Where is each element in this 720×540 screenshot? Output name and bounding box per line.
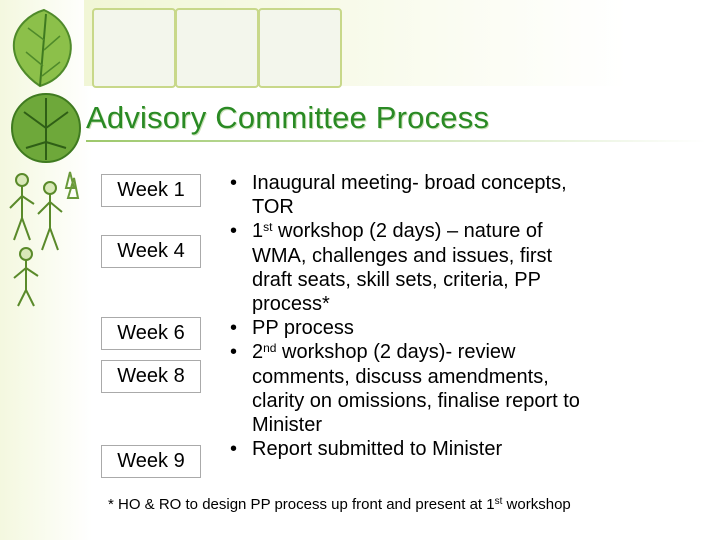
bullet-line: • 2nd workshop (2 days)- review <box>252 341 516 364</box>
bullet-item <box>221 340 691 437</box>
bullet-list <box>221 171 691 461</box>
week-label: Week 8 <box>101 360 201 393</box>
bullet-line: draft seats, skill sets, criteria, PP <box>252 268 541 291</box>
bullet-item <box>221 316 691 340</box>
footnote: * HO & RO to design PP process up front and present at 1st workshop <box>108 496 571 513</box>
leaf-icon <box>6 6 82 88</box>
bullet-line: Minister <box>252 414 323 437</box>
bullet-line: • PP process <box>252 317 354 340</box>
header-photo <box>258 8 342 88</box>
bullet-line: • 1st workshop (2 days) – nature of <box>252 220 543 243</box>
bullet-line: comments, discuss amendments, <box>252 365 549 388</box>
title-underline <box>86 140 706 142</box>
tree-leaf-icon <box>6 88 86 168</box>
bullet-line: process* <box>252 293 330 316</box>
bullet-item <box>221 171 691 219</box>
bullet-line: • Report submitted to Minister <box>252 438 503 461</box>
week-label: Week 9 <box>101 445 201 478</box>
bullet-item <box>221 219 691 316</box>
week-label: Week 1 <box>101 174 201 207</box>
people-figures-icon <box>4 168 90 308</box>
bullet-line: clarity on omissions, finalise report to <box>252 389 580 412</box>
week-label: Week 4 <box>101 235 201 268</box>
header-photo <box>175 8 259 88</box>
bullet-line: • Inaugural meeting- broad concepts, <box>252 172 567 194</box>
header-photo <box>92 8 176 88</box>
bullet-line: WMA, challenges and issues, first <box>252 244 553 267</box>
slide-title: Advisory Committee Process <box>86 100 490 135</box>
bullet-line: TOR <box>252 196 294 219</box>
bullet-item <box>221 437 691 461</box>
week-label: Week 6 <box>101 317 201 350</box>
